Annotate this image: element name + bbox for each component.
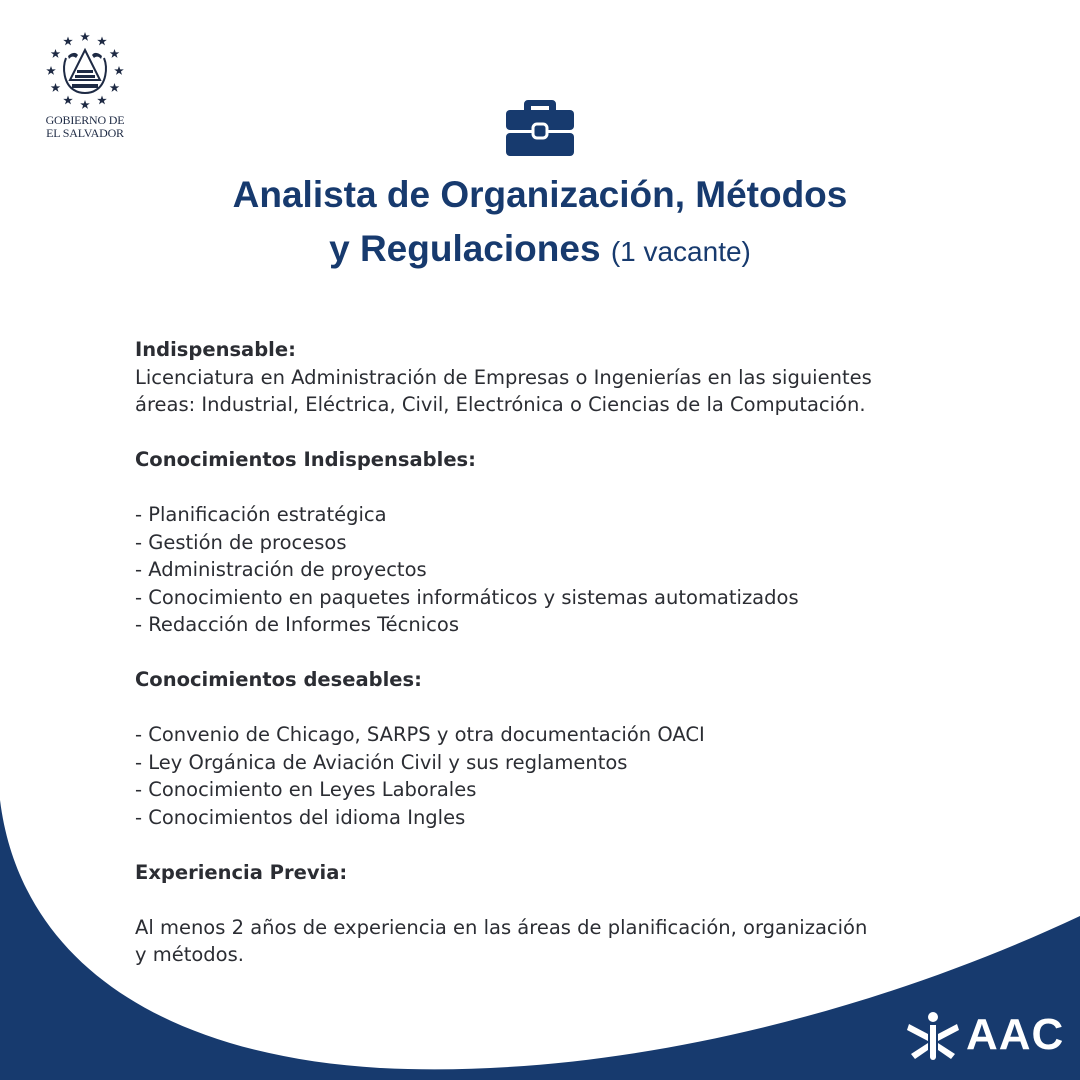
list-item: - Conocimiento en paquetes informáticos y sistemas automatizados (135, 585, 799, 609)
job-requirements (135, 336, 965, 969)
experiencia-text-line1: Al menos 2 años de experiencia en las áreas de planificación, organización (135, 915, 868, 939)
experiencia-heading: Experiencia Previa: (135, 860, 348, 884)
conocimientos-indispensables-heading: Conocimientos Indispensables: (135, 448, 476, 471)
list-item: - Gestión de procesos (135, 530, 347, 554)
spacer (135, 886, 965, 914)
gov-line1: GOBIERNO DE (45, 113, 125, 127)
experiencia-text-line2: y métodos. (135, 943, 244, 966)
job-title (40, 168, 1040, 279)
spacer (135, 474, 965, 502)
indispensable-text-line2: áreas: Industrial, Eléctrica, Civil, Electrónica o Ciencias de la Computación. (135, 393, 866, 416)
indispensable-text-line1: Licenciatura en Administración de Empresas o Ingenierías en las siguientes (135, 365, 872, 389)
job-title-line2: y Regulaciones (329, 228, 601, 269)
list-item: - Redacción de Informes Técnicos (135, 613, 459, 636)
gobierno-el-salvador-wordmark (30, 114, 140, 140)
job-title-line2-wrap (40, 222, 1040, 279)
list-item: - Conocimiento en Leyes Laborales (135, 778, 477, 801)
conocimientos-deseables-heading: Conocimientos deseables: (135, 668, 422, 691)
spacer (135, 831, 965, 859)
briefcase-icon (504, 98, 576, 158)
gov-line2: EL SALVADOR (46, 126, 124, 140)
list-item: - Conocimientos del idioma Ingles (135, 805, 466, 829)
el-salvador-coat-of-arms-icon (42, 28, 128, 114)
list-item: - Planificación estratégica (135, 503, 387, 526)
aac-star-mark-icon (906, 1010, 960, 1062)
conocimientos-deseables-list (135, 721, 965, 831)
spacer (135, 639, 965, 667)
gobierno-el-salvador-logo (30, 28, 140, 148)
job-title-line1: Analista de Organización, Métodos (232, 174, 848, 215)
spacer (135, 419, 965, 447)
aac-wordmark: AAC (966, 1010, 1065, 1059)
indispensable-heading: Indispensable: (135, 338, 296, 361)
list-item: - Administración de proyectos (135, 558, 427, 581)
list-item: - Convenio de Chicago, SARPS y otra documentación OACI (135, 723, 705, 746)
spacer (135, 694, 965, 722)
conocimientos-indispensables-list (135, 501, 965, 639)
vacancy-count: (1 vacante) (610, 236, 751, 267)
aac-logo (906, 1010, 1071, 1062)
list-item: - Ley Orgánica de Aviación Civil y sus reglamentos (135, 750, 628, 774)
